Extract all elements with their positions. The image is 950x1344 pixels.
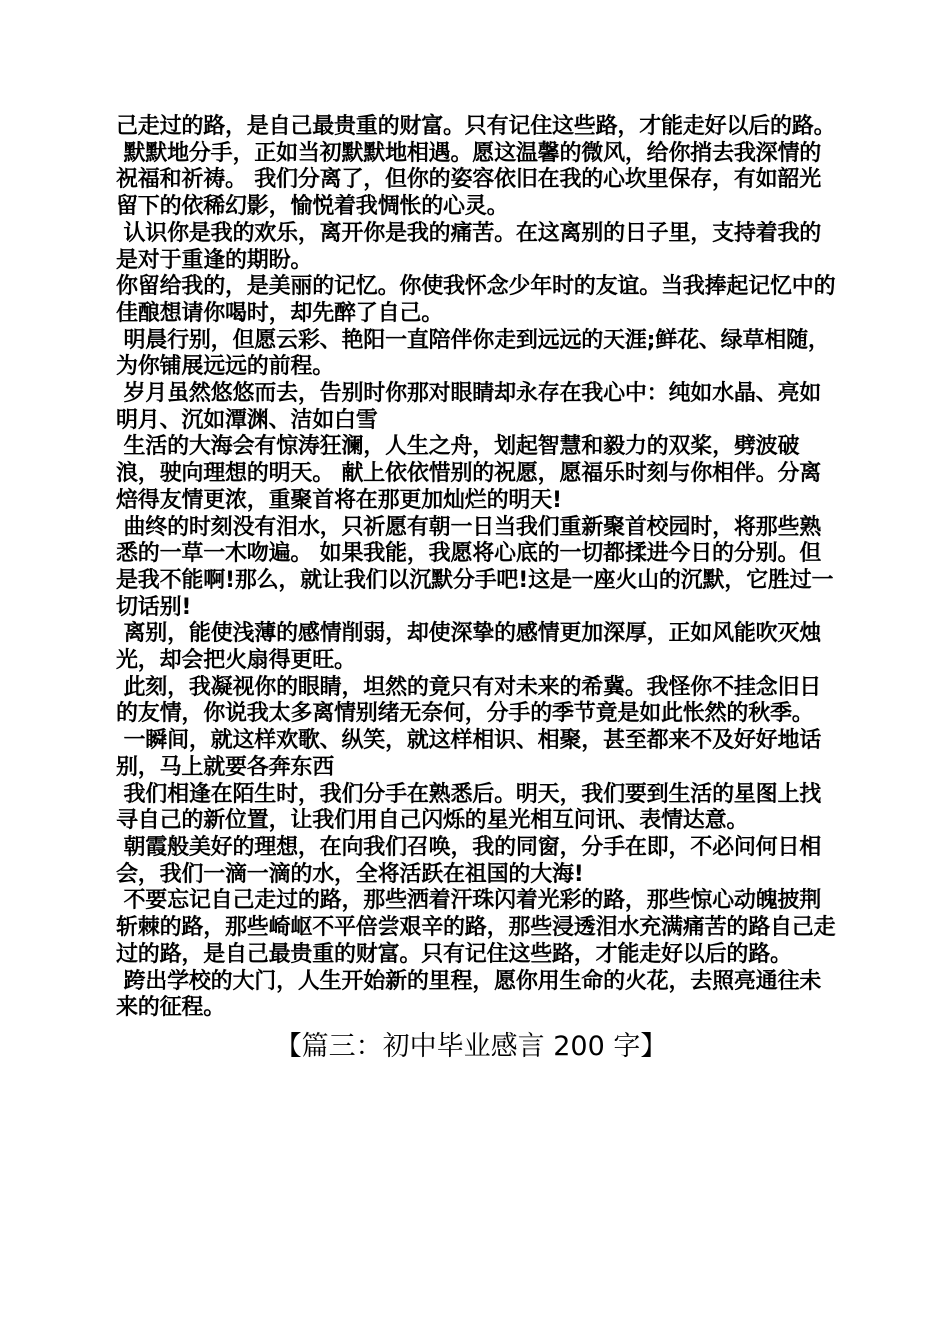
paragraph: 曲终的时刻没有泪水，只祈愿有朝一日当我们重新聚首校园时，将那些熟悉的一草一木吻遍。 如果我能，我愿将心底的一切都揉进今日的分别。但是我不能啊!那么，就让我们以沉默分手吧!这是一座火山的沉默，它胜过一切话别! xyxy=(116,514,834,620)
paragraph: 不要忘记自己走过的路，那些洒着汗珠闪着光彩的路，那些惊心动魄披荆斩棘的路，那些崎岖不平倍尝艰辛的路，那些浸透泪水充满痛苦的路自己走过的路，是自己最贵重的财富。只有记住这些路，才能走好以后的路。 xyxy=(116,888,836,967)
section-title: 【篇三：初中毕业感言 200 字】 xyxy=(274,1030,668,1062)
paragraph: 离别，能使浅薄的感情削弱，却使深挚的感情更加深厚，正如风能吹灭烛光，却会把火扇得更旺。 xyxy=(116,621,822,674)
paragraph: 生活的大海会有惊涛狂澜，人生之舟，划起智慧和毅力的双桨，劈波破浪，驶向理想的明天。 献上依依惜别的祝愿，愿福乐时刻与你相伴。分离焙得友情更浓，重聚首将在那更加灿烂的明天! xyxy=(116,434,822,513)
paragraph: 一瞬间，就这样欢歌、纵笑，就这样相识、相聚，甚至都来不及好好地话别，马上就要各奔东西 xyxy=(116,728,822,780)
paragraph: 我们相逢在陌生时，我们分手在熟悉后。明天，我们要到生活的星图上找寻自己的新位置，让我们用自己闪烁的星光相互问讯、表情达意。 xyxy=(116,781,822,834)
paragraph: 你留给我的，是美丽的记忆。你使我怀念少年时的友谊。当我捧起记忆中的佳酿想请你喝时，却先醉了自己。 xyxy=(116,274,836,326)
paragraph: 默默地分手，正如当初默默地相遇。愿这温馨的微风，给你捎去我深情的祝福和祈祷。 我们分离了，但你的姿容依旧在我的心坎里保存，有如韶光留下的依稀幻影，愉悦着我惆怅的心灵。 xyxy=(116,140,822,220)
paragraph: 明晨行别，但愿云彩、艳阳一直陪伴你走到远远的天涯;鲜花、绿草相随，为你铺展远远的前程。 xyxy=(116,327,830,380)
paragraph: 此刻，我凝视你的眼睛，坦然的竟只有对未来的希冀。我怪你不挂念旧日的友情，你说我太多离情别绪无奈何，分手的季节竟是如此怅然的秋季。 xyxy=(116,674,822,727)
paragraph: 岁月虽然悠悠而去，告别时你那对眼睛却永存在我心中：纯如水晶、亮如明月、沉如潭渊、洁如白雪 xyxy=(116,381,822,433)
paragraph: 己走过的路，是自己最贵重的财富。只有记住这些路，才能走好以后的路。 xyxy=(116,114,836,139)
paragraph: 跨出学校的大门，人生开始新的里程，愿你用生命的火花，去照亮通往未来的征程。 xyxy=(116,968,822,1021)
paragraph: 认识你是我的欢乐，离开你是我的痛苦。在这离别的日子里，支持着我的是对于重逢的期盼。 xyxy=(116,220,822,273)
paragraph: 朝霞般美好的理想，在向我们召唤，我的同窗，分手在即，不必问何日相会，我们一滴一滴的水，全将活跃在祖国的大海! xyxy=(116,834,822,887)
document-body xyxy=(116,114,838,1064)
